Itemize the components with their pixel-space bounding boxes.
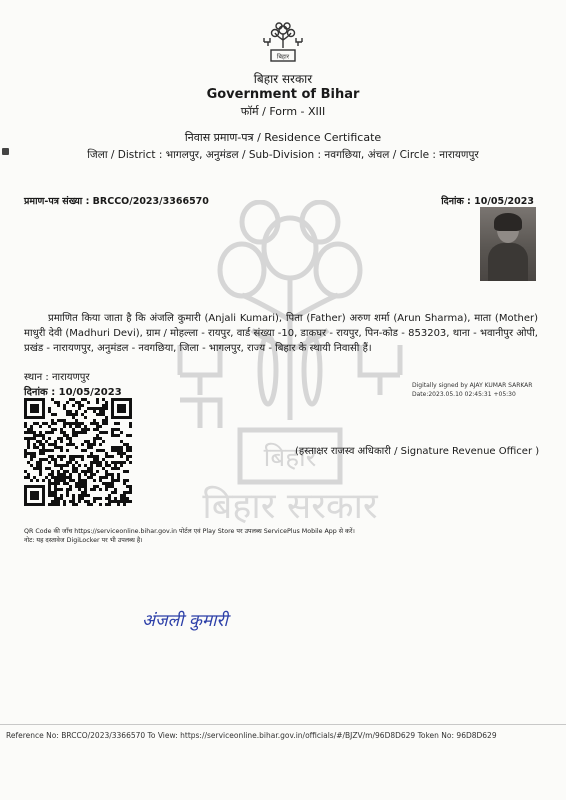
- digital-signature: [412, 381, 532, 399]
- certificate-title: निवास प्रमाण-पत्र / Residence Certificate: [184, 131, 382, 144]
- government-title: Government of Bihar: [206, 87, 360, 102]
- qr-finder-center: [117, 404, 126, 413]
- form-number: फॉर्म / Form - XIII: [240, 105, 326, 118]
- watermark-emblem-icon: [160, 200, 420, 530]
- bihar-emblem-icon: [260, 18, 306, 66]
- applicant-signature: [140, 604, 270, 638]
- qr-finder-center: [30, 404, 39, 413]
- district-line: जिला / District : भागलपुर, अनुमंडल / Sub-Division : नवगछिया, अंचल / Circle : नारायणपुर: [87, 149, 479, 161]
- watermark-text: बिहार सरकार: [202, 486, 378, 527]
- place-date: दिनांक : 10/05/2023: [24, 387, 122, 398]
- qr-finder-center: [30, 491, 39, 500]
- revenue-officer-signature-label: (हस्ताक्षर राजस्व अधिकारी / Signature Revenue Officer ): [295, 446, 540, 457]
- emblem-label: बिहार: [276, 53, 290, 61]
- applicant-photo: [480, 207, 536, 281]
- applicant-signature-text: अंजली कुमारी: [142, 611, 228, 631]
- qr-verification-note: QR Code की जाँच https://serviceonline.bihar.gov.in पोर्टल एवं Play Store पर उपलब्ध ServicePlus Mobile App से करें।: [24, 528, 355, 535]
- digital-signature-signer: Digitally signed by AJAY KUMAR SARKAR: [412, 382, 533, 389]
- footer-divider: [0, 724, 566, 725]
- place-of-issue: स्थान : नारायणपुर: [24, 372, 90, 383]
- footer-reference: Reference No: BRCCO/2023/3366570 To View: https://serviceonline.bihar.gov.in/officials/#/BJZV/m/96D8D629 Token No: 96D8D629: [6, 731, 497, 740]
- issue-date: दिनांक : 10/05/2023: [441, 196, 534, 207]
- digilocker-note: नोट: यह दस्तावेज DigiLocker पर भी उपलब्ध है।: [24, 537, 143, 544]
- certificate-body: [24, 311, 538, 356]
- watermark-emblem-label: बिहार: [263, 443, 317, 473]
- digital-signature-date: Date:2023.05.10 02:45:31 +05:30: [412, 391, 516, 398]
- certificate-body-text: प्रमाणित किया जाता है कि अंजलि कुमारी (Anjali Kumari), पिता (Father) अरुण शर्मा (Arun Sharma), माता (Mother) माधुरी देवी (Madhuri Devi), ग्राम / मोहल्ला - रायपुर, वार्ड संख्या -10, डाकघर - रायपुर, पिन-कोड - 853203, थाना - भवानीपुर ओपी, प्रखंड - नारायणपुर, अनुमंडल - नवगछिया, जिला - भागलपुर, राज्य - बिहार के स्थायी निवासी हैं।: [24, 313, 538, 354]
- certificate-number: प्रमाण-पत्र संख्या : BRCCO/2023/3366570: [24, 196, 209, 207]
- hindi-title: बिहार सरकार: [253, 72, 313, 86]
- qr-code[interactable]: [24, 398, 132, 506]
